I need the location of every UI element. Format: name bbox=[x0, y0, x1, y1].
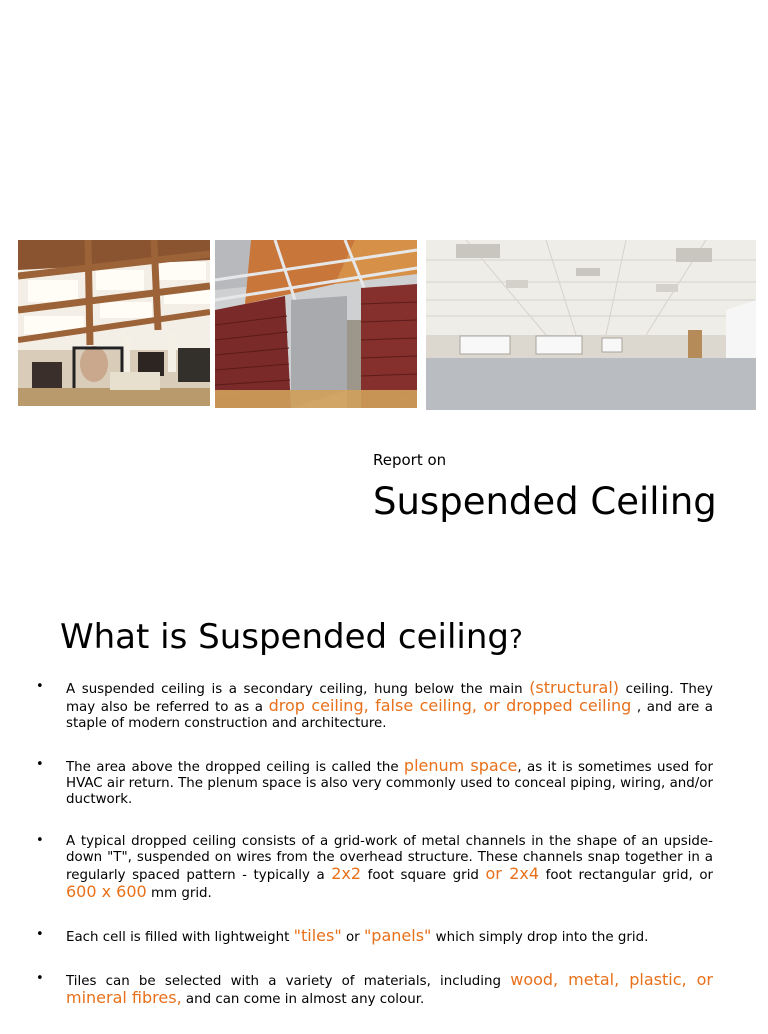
bullet-item bbox=[36, 758, 713, 808]
bullet-item bbox=[36, 928, 713, 946]
bullet-text: A typical dropped ceiling consists of a grid-work of metal channels in the shape of an upside-down "T", suspended on wires from the overhead structure. These channels snap together in a regularly spaced pattern - typically a bbox=[66, 834, 713, 883]
suspended-ceiling-cutaway-photo bbox=[215, 240, 417, 408]
bullet-text: mm grid. bbox=[146, 886, 212, 901]
section-heading-mark: ? bbox=[508, 625, 523, 655]
section-heading-text: What is Suspended ceiling bbox=[60, 617, 509, 657]
bullet-list bbox=[36, 680, 713, 1034]
bullet-text: which simply drop into the grid. bbox=[431, 930, 649, 945]
bullet-text: Tiles can be selected with a variety of materials, including bbox=[66, 974, 511, 989]
bullet-text: The area above the dropped ceiling is called the bbox=[66, 760, 404, 775]
bullet-item bbox=[36, 680, 713, 732]
highlight-term: 600 x 600 bbox=[66, 882, 147, 901]
bullet-text: A suspended ceiling is a secondary ceiling, hung below the main bbox=[66, 682, 530, 697]
highlight-term: (structural) bbox=[529, 678, 620, 697]
highlight-term: "panels" bbox=[363, 926, 432, 945]
report-title: Suspended Ceiling bbox=[373, 480, 717, 523]
office-suspended-ceiling-photo bbox=[426, 240, 756, 410]
bullet-item bbox=[36, 972, 713, 1008]
bullet-text: ceiling. They may also be referred to as a bbox=[66, 682, 713, 715]
section-heading bbox=[60, 617, 523, 657]
bullet-text: , as it is sometimes used for HVAC air return. The plenum space is also very commonly used to conceal piping, wiring, and/or ductwork. bbox=[66, 760, 713, 807]
report-subtitle: Report on bbox=[373, 451, 447, 469]
highlight-term: 2x2 bbox=[331, 864, 362, 883]
bullet-text: foot square grid bbox=[361, 868, 486, 883]
bullet-text: and can come in almost any colour. bbox=[181, 992, 425, 1007]
bullet-item bbox=[36, 834, 713, 902]
highlight-term: wood, metal, plastic, or mineral fibres, bbox=[66, 970, 714, 1007]
bullet-text: , and are a staple of modern construction and architecture. bbox=[66, 700, 713, 731]
highlight-term: or 2x4 bbox=[485, 864, 540, 883]
highlight-term: drop ceiling, false ceiling, or dropped ceiling bbox=[268, 696, 632, 715]
highlight-term: plenum space bbox=[403, 756, 518, 775]
bullet-text: foot rectangular grid, or bbox=[539, 868, 714, 883]
highlight-term: "tiles" bbox=[293, 926, 342, 945]
retail-coffered-ceiling-photo bbox=[18, 240, 210, 406]
bullet-text: Each cell is filled with lightweight bbox=[66, 930, 294, 945]
bullet-text: or bbox=[341, 930, 364, 945]
